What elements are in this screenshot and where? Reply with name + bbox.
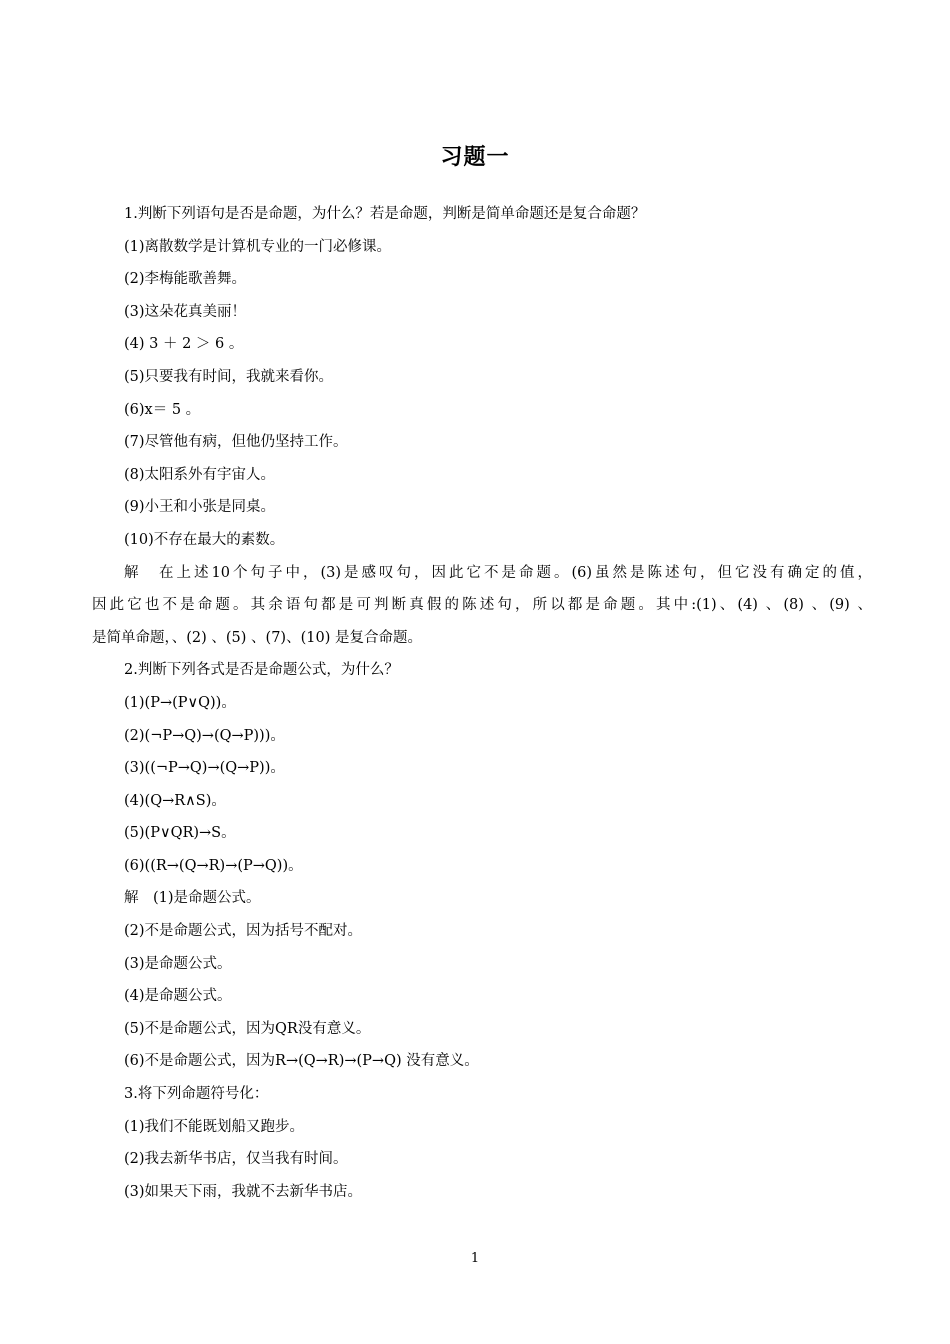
question-3-prompt: 3.将下列命题符号化： xyxy=(124,1086,269,1103)
question-2-item-2: (2)(¬P→Q)→(Q→P)))。 xyxy=(124,727,285,744)
question-3-item-1: (1)我们不能既划船又跑步。 xyxy=(124,1118,305,1135)
question-2-answer-2: (2)不是命题公式，因为括号不配对。 xyxy=(124,923,363,940)
question-2-prompt: 2.判断下列各式是否是命题公式，为什么？ xyxy=(124,662,399,679)
question-2-item-4: (4)(Q→R∧S)。 xyxy=(124,792,226,809)
question-1-item-3: (3)这朵花真美丽！ xyxy=(124,303,247,320)
page-number: 1 xyxy=(470,1251,480,1266)
question-2-item-3: (3)((¬P→Q)→(Q→P))。 xyxy=(124,760,285,777)
question-2-answer-4: (4)是命题公式。 xyxy=(124,988,232,1005)
document-body xyxy=(92,198,872,1208)
question-1-answer-line-3: 是简单命题，、(2) 、(5) 、(7)、(10) 是复合命题。 xyxy=(92,629,422,646)
question-3-item-3: (3)如果天下雨，我就不去新华书店。 xyxy=(124,1183,363,1200)
question-1-answer-line-2: 因此它也不是命题。其余语句都是可判断真假的陈述句，所以都是命题。其中:(1)、(4) 、(8) 、(9) 、 xyxy=(92,597,872,614)
question-1-item-1: (1)离散数学是计算机专业的一门必修课。 xyxy=(124,238,392,255)
question-1-item-8: (8)太阳系外有宇宙人。 xyxy=(124,466,276,483)
page-title: 习题一 xyxy=(440,145,510,170)
question-2-answer-1: 解 (1)是命题公式。 xyxy=(124,890,261,907)
question-1-item-7: (7)尽管他有病，但他仍坚持工作。 xyxy=(124,434,348,451)
question-1-item-9: (9)小王和小张是同桌。 xyxy=(124,499,276,516)
question-3-item-2: (2)我去新华书店，仅当我有时间。 xyxy=(124,1151,348,1168)
question-2-item-1: (1)(P→(P∨Q))。 xyxy=(124,694,236,711)
question-2-item-5: (5)(P∨QR)→S。 xyxy=(124,825,236,842)
question-1-item-10: (10)不存在最大的素数。 xyxy=(124,531,285,548)
question-1-item-4: (4) 3 ＋ 2 ＞ 6 。 xyxy=(124,336,244,353)
question-2-answer-3: (3)是命题公式。 xyxy=(124,955,232,972)
question-1-item-5: (5)只要我有时间，我就来看你。 xyxy=(124,368,334,385)
question-2-answer-6: (6)不是命题公式，因为R→(Q→R)→(P→Q) 没有意义。 xyxy=(124,1053,479,1070)
question-1-item-2: (2)李梅能歌善舞。 xyxy=(124,271,247,288)
question-2-item-6: (6)((R→(Q→R)→(P→Q))。 xyxy=(124,857,303,874)
question-1-prompt: 1.判断下列语句是否是命题，为什么？若是命题，判断是简单命题还是复合命题？ xyxy=(124,206,646,222)
question-1-answer-line-1: 解 在上述10个句子中，(3)是感叹句，因此它不是命题。(6)虽然是陈述句，但它没有确定的值， xyxy=(124,564,872,581)
question-2-answer-5: (5)不是命题公式，因为QR没有意义。 xyxy=(124,1020,371,1037)
question-1-item-6: (6)x＝ 5 。 xyxy=(124,401,201,418)
